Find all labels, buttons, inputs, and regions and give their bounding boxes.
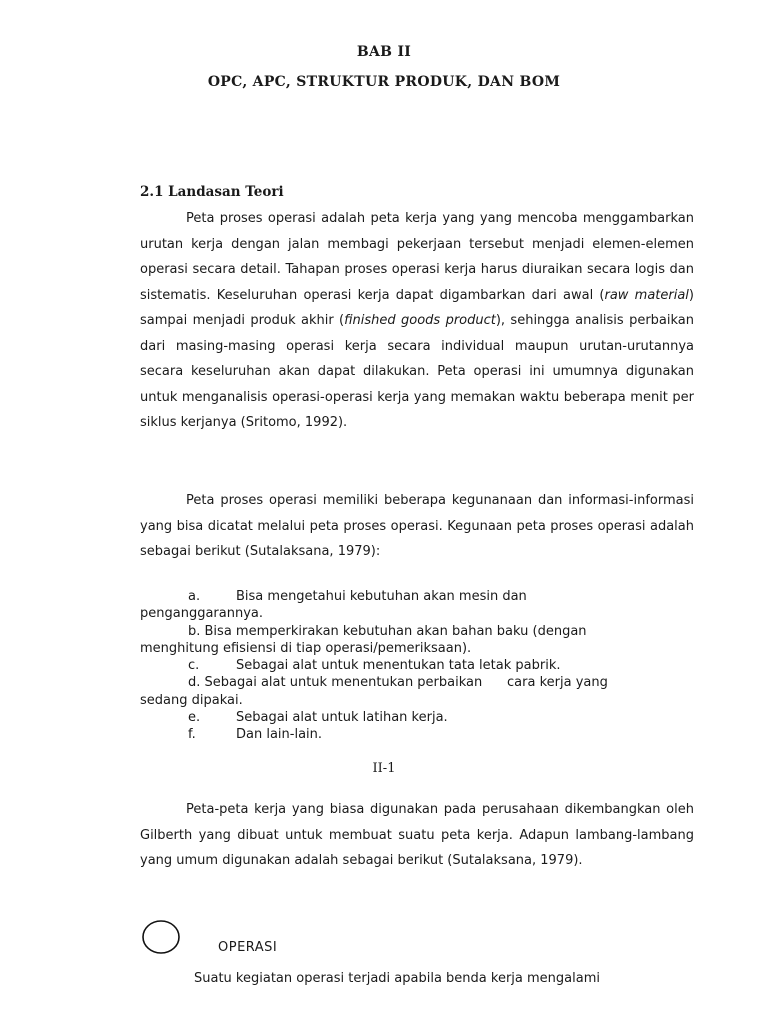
list-item-e: e. Sebagai alat untuk latihan kerja.	[188, 710, 448, 726]
page-number: II-1	[372, 761, 396, 776]
paragraph-4-text: Suatu kegiatan operasi terjadi apabila benda kerja mengalami	[194, 971, 600, 986]
list-item-f: f. Dan lain-lain.	[188, 727, 323, 743]
list-item-a: a. Bisa mengetahui kebutuhan akan mesin dan	[188, 589, 527, 604]
paragraph-1-italic-raw: raw material	[604, 287, 689, 303]
paragraph-1	[140, 206, 694, 436]
list-item-b-cont: menghitung efisiensi di tiap operasi/pemeriksaan).	[140, 640, 472, 656]
paragraph-3	[140, 797, 694, 874]
chapter-title: OPC, APC, STRUKTUR PRODUK, DAN BOM	[207, 74, 561, 90]
usage-list	[140, 588, 700, 744]
paragraph-2	[140, 488, 694, 565]
list-item-c: c. Sebagai alat untuk menentukan tata letak pabrik.	[188, 658, 561, 674]
symbol-label: OPERASI	[218, 940, 278, 955]
circle-operation-svg	[140, 918, 182, 956]
paragraph-4	[140, 966, 694, 992]
paragraph-3-text: Peta-peta kerja yang biasa digunakan pada perusahaan dikembangkan oleh Gilberth yang dibuat untuk membuat suatu peta kerja. Adapun lambang-lambang yang umum digunakan adalah sebagai berikut (Sutalaksana, 1979).	[140, 802, 694, 868]
section-title: 2.1 Landasan Teori	[140, 184, 284, 200]
paragraph-1-text-c: ), sehingga analisis perbaikan dari masing-masing operasi kerja secara individual maupun urutan-urutannya secara keseluruhan akan dapat dilakukan. Peta operasi ini umumnya digunakan untuk menganalisis operasi-operasi kerja yang memakan waktu beberapa menit per siklus kerjanya (Sritomo, 1992).	[140, 313, 694, 430]
circle-operation-icon	[140, 918, 182, 956]
list-item-d: d. Sebagai alat untuk menentukan perbaikan cara kerja yang	[188, 675, 608, 691]
chapter-number: BAB II	[356, 44, 412, 60]
paragraph-2-text: Peta proses operasi memiliki beberapa kegunanaan dan informasi-informasi yang bisa dicatat melalui peta proses operasi. Kegunaan peta proses operasi adalah sebagai berikut (Sutalaksana, 1979):	[140, 493, 694, 559]
paragraph-1-text-a: Peta proses operasi adalah peta kerja yang yang mencoba menggambarkan urutan kerja dengan jalan membagi pekerjaan tersebut menjadi elemen-elemen operasi secara detail. Tahapan proses operasi kerja harus diuraikan secara logis dan sistematis. Keseluruhan operasi kerja dapat digambarkan dari awal (	[140, 211, 694, 303]
list-item-d-cont: sedang dipakai.	[140, 692, 243, 708]
paragraph-1-text-b: ) sampai menjadi produk akhir (	[140, 287, 694, 328]
paragraph-1-italic-finished: finished goods product	[344, 313, 496, 328]
list-item-b: b. Bisa memperkirakan kebutuhan akan bahan baku (dengan	[188, 623, 587, 639]
list-item-a-cont: penganggarannya.	[140, 606, 263, 622]
